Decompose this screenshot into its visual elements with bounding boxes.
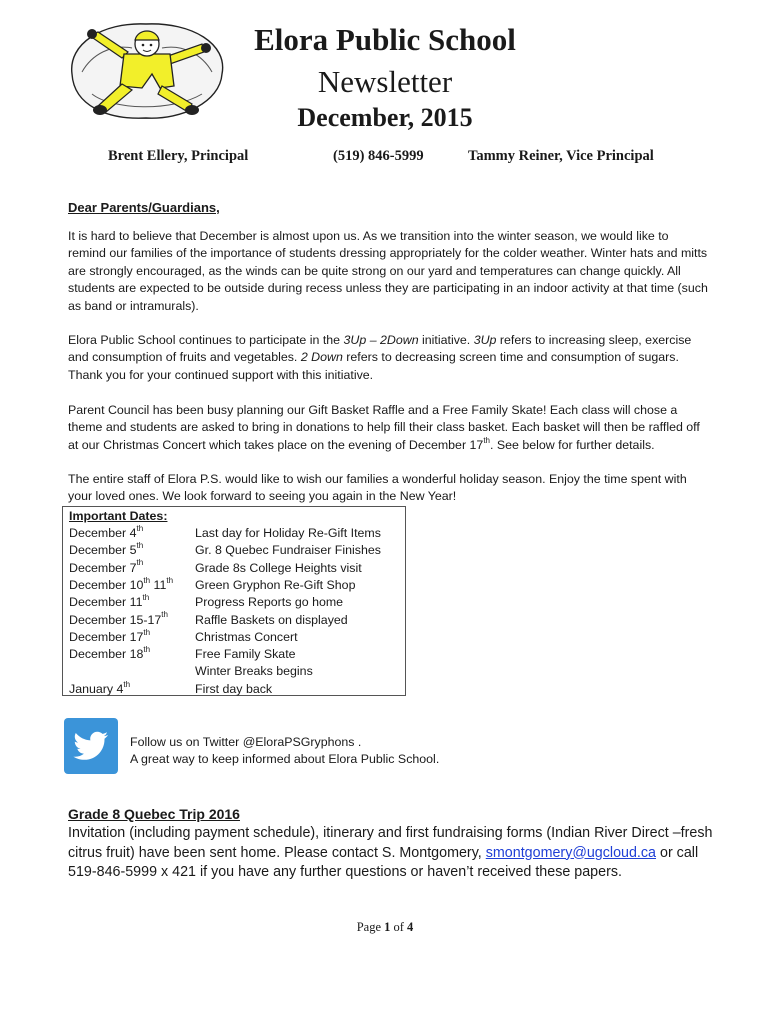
greeting-heading: Dear Parents/Guardians, xyxy=(68,200,220,215)
important-date-row xyxy=(69,594,405,611)
p3-text: . See below for further details. xyxy=(489,437,655,452)
snow-angel-logo xyxy=(62,14,230,122)
school-phone: (519) 846-5999 xyxy=(333,148,424,164)
date-event: Winter Breaks begins xyxy=(195,664,313,679)
date-label xyxy=(69,594,149,611)
date-label xyxy=(69,542,143,559)
date-suffix: th xyxy=(123,679,131,689)
quebec-trip-text xyxy=(68,824,718,883)
date-text: December 15-17 xyxy=(69,612,162,627)
p3-sup: th xyxy=(483,435,490,445)
quebec-trip-heading: Grade 8 Quebec Trip 2016 xyxy=(68,806,240,822)
page-label: Page xyxy=(356,920,385,934)
paragraph-parent-council xyxy=(68,402,708,454)
date-label xyxy=(69,525,143,542)
date-suffix: th xyxy=(161,610,168,620)
paragraph-holiday-wishes: The entire staff of Elora P.S. would like to wish our families a wonderful holiday season. Enjoy the time spent with your loved ones. We look forward to seeing you again in the New Year! xyxy=(68,472,687,504)
principal-name: Brent Ellery, Principal xyxy=(108,148,249,164)
newsletter-title: Newsletter xyxy=(317,64,453,99)
date-event: Free Family Skate xyxy=(195,647,296,662)
date-text: December 10 xyxy=(69,577,144,592)
p2-2down: 2 Down xyxy=(300,350,343,365)
date-text: December 4 xyxy=(69,526,137,540)
date-suffix: th xyxy=(143,627,151,637)
p2-text: Elora Public School continues to participate in the xyxy=(68,333,344,347)
p2-initiative-name: 3Up – 2Down xyxy=(343,333,419,347)
date-text: December 5 xyxy=(69,543,137,558)
important-date-row xyxy=(69,681,405,698)
date-event: Progress Reports go home xyxy=(195,595,344,610)
date-event: Gr. 8 Quebec Fundraiser Finishes xyxy=(195,543,381,558)
important-date-row xyxy=(69,577,405,594)
date-event: Christmas Concert xyxy=(195,629,298,644)
school-title: Elora Public School xyxy=(254,22,516,57)
twitter-info-line: A great way to keep informed about Elora Public School. xyxy=(130,752,440,767)
date-suffix: th xyxy=(136,558,144,568)
date-label xyxy=(69,577,173,594)
date-label xyxy=(69,629,150,646)
page-number: 1 xyxy=(384,920,391,934)
important-date-row xyxy=(69,525,405,542)
date-text: December 17 xyxy=(69,629,144,644)
date-text: December 18 xyxy=(69,647,144,662)
date-text: 11 xyxy=(150,577,167,592)
issue-date: December, 2015 xyxy=(297,103,473,132)
date-suffix: th xyxy=(142,593,150,603)
important-date-row xyxy=(69,646,405,663)
p2-text: refers to increasing sleep, exercise and consumption of fruits and vegetables. xyxy=(68,333,692,365)
page-of-label: of xyxy=(390,920,408,934)
date-text: December 7 xyxy=(69,560,137,575)
date-suffix: th xyxy=(166,575,174,585)
date-event: Last day for Holiday Re-Gift Items xyxy=(195,526,381,540)
date-event: Green Gryphon Re-Gift Shop xyxy=(195,577,356,592)
date-event: Grade 8s College Heights visit xyxy=(195,560,362,575)
date-text: January 4 xyxy=(69,681,124,696)
p3-text: Parent Council has been busy planning our Gift Basket Raffle and a Free Family Skate! Each class will chose a theme and students are asked to bring in donations to help fill their class basket. Each basket will then be raffled off at our Christmas Concert which takes place on the evening of December 17 xyxy=(68,403,700,452)
important-dates-box xyxy=(62,506,406,696)
quebec-text-part: Invitation (including payment schedule), itinerary and first fundraising forms (Indian River Direct –fresh citrus fruit) have been sent home. Please contact S. Montgomery, xyxy=(68,825,713,861)
page-total: 4 xyxy=(407,920,414,934)
twitter-info xyxy=(130,734,439,769)
date-suffix: th xyxy=(136,523,144,533)
date-text: December 11 xyxy=(69,595,143,610)
important-date-row xyxy=(69,629,405,646)
p2-text: refers to decreasing screen time and consumption of sugars. Thank you for your continued support with this initiative. xyxy=(68,350,679,382)
important-date-row xyxy=(69,560,405,577)
date-label xyxy=(69,560,143,577)
important-dates-heading: Important Dates: xyxy=(69,509,168,523)
date-suffix: th xyxy=(143,575,151,585)
date-label xyxy=(69,646,150,663)
paragraph-3up-2down xyxy=(68,332,708,384)
twitter-icon[interactable] xyxy=(64,718,118,774)
p2-text: initiative. xyxy=(418,333,474,347)
date-suffix: th xyxy=(143,644,151,654)
twitter-follow-line: Follow us on Twitter @EloraPSGryphons . xyxy=(130,735,362,749)
important-date-row xyxy=(69,663,405,680)
quebec-text-part: or call 519-846-5999 x 421 if you have any further questions or haven’t received these papers. xyxy=(68,844,699,880)
date-label xyxy=(69,612,168,629)
date-event: Raffle Baskets on displayed xyxy=(195,612,348,627)
date-event: First day back xyxy=(195,681,273,696)
date-label xyxy=(69,681,130,698)
page-footer xyxy=(0,920,770,935)
email-link[interactable]: smontgomery@ugcloud.ca xyxy=(485,844,657,861)
paragraph-winter-dress: It is hard to believe that December is almost upon us. As we transition into the winter season, we would like to remind our families of the importance of students dressing appropriately for the colder weather. Winter hats and mitts are strongly encouraged, as the winds can be quite strong on our yard and temperatures can change quickly. All students are expected to be outside during recess unless they are participating in an indoor activity at that time (such as band or intramurals). xyxy=(68,229,708,313)
date-suffix: th xyxy=(136,541,144,551)
important-date-row xyxy=(69,612,405,629)
p2-3up: 3Up xyxy=(473,333,497,347)
important-date-row xyxy=(69,542,405,559)
vice-principal-name: Tammy Reiner, Vice Principal xyxy=(468,148,654,164)
